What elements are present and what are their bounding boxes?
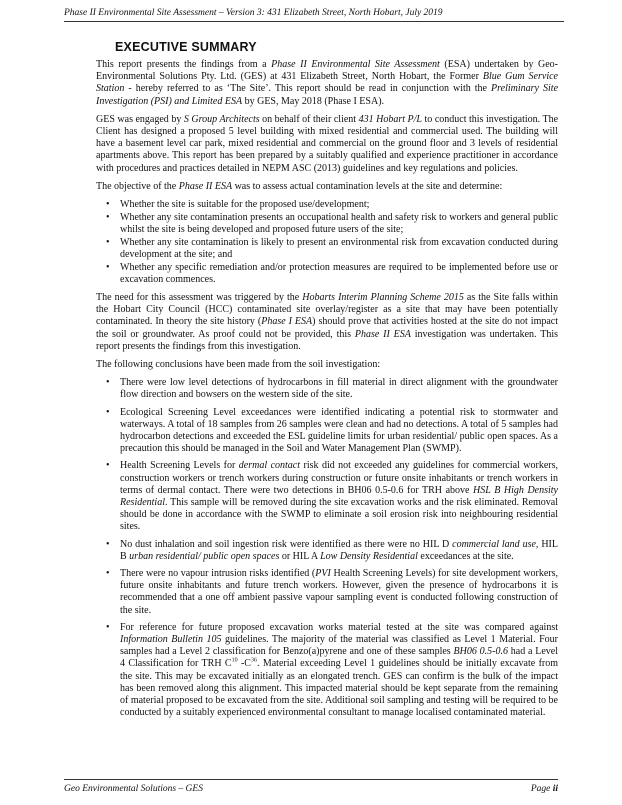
list-item: • Whether any site contamination presents an occupational health and safety risk to workers and general public whilst the site is being developed and proposed future users of the site; <box>96 212 558 236</box>
list-item: • Ecological Screening Level exceedances were identified indicating a potential risk to stormwater and waterways. A total of 18 samples from 26 samples were clean and had no detections. A total of 5 samples had hydrocarbon detections and exceeded the ESL guideline limits for urban residential/ public open spaces. As a precaution this should be managed in the Soil and Water Management Plan (SWMP). <box>96 407 558 456</box>
list-item: • Whether any site contamination is likely to present an environmental risk from excavation conducted during development at the site; and <box>96 237 558 261</box>
conclusions-list <box>96 377 558 719</box>
list-item: • There were no vapour intrusion risks identified (PVI Health Screening Levels) for site development workers, future onsite inhabitants and future trench workers. However, given the presence of hydrocarbons it is recommended that a one off ambient passive vapour sampling event is conducted following construction of the site. <box>96 568 558 617</box>
document-body <box>96 40 558 725</box>
need-paragraph: The need for this assessment was triggered by the Hobarts Interim Planning Scheme 2015 as the Site falls within the Hobart City Council (HCC) contaminated site overlay/register as a site that may have been potentially contaminated. In theory the site history (Phase I ESA) should prove that activities hosted at the site do not impact the soil or groundwater. As proof could not be provided, this Phase II ESA investigation was undertaken. This report presents the findings from this investigation. <box>96 291 559 352</box>
section-title: EXECUTIVE SUMMARY <box>115 40 257 54</box>
list-item: • No dust inhalation and soil ingestion risk were identified as there were no HIL D commercial land use, HIL B urban residential/ public open spaces or HIL A Low Density Residential exceedances at the site. <box>96 539 558 563</box>
objective-paragraph: The objective of the Phase II ESA was to assess actual contamination levels at the site and determine: <box>96 180 503 192</box>
footer-company: Geo Environmental Solutions – GES <box>64 784 203 794</box>
page-footer <box>64 779 558 794</box>
list-item: • For reference for future proposed excavation works material tested at the site was compared against Information Bulletin 105 guidelines. The majority of the material was classified as Level 1 Material. Four samples had a Level 2 classification for Benzo(a)pyrene and one of these samples BH06 0.5-0.6 had a Level 4 Classification for TRH $C^{10}$ $-C^{36}$. Material exceeding Level 1 guidelines should be initially excavate from the site. This may be excavated initially as an elongated trench. GES can confirm is the bulk of the impact has been removed along this alignment. This impacted material should be kept separate from the remaining of material proposed to be excavated from the site. Additional soil sampling and testing will be required to be conducted by a suitably experienced environmental consultant to manage localised contaminated material. <box>96 622 558 720</box>
page-number: Page ii <box>530 784 558 794</box>
objectives-list <box>96 199 558 286</box>
list-item: • Whether the site is suitable for the proposed use/development; <box>96 199 558 211</box>
list-item: • Health Screening Levels for dermal contact risk did not exceeded any guidelines for commercial workers, construction workers or trench workers during construction or future onsite inhabitants or trench workers in terms of dermal contact. There were two detections in BH06 0.5-0.6 for TRH above HSL B High Density Residential. This sample will be removed during the site excavation works and the risk eliminated. Removal should be done in accordance with the SWMP to eliminate a soil erosion risk into neighbouring residential sites. <box>96 460 558 533</box>
list-item: • There were low level detections of hydrocarbons in fill material in direct alignment with the groundwater flow direction and bowsers on the western side of the site. <box>96 377 558 401</box>
intro-paragraph: This report presents the findings from a Phase II Environmental Site Assessment (ESA) undertaken by Geo-Environmental Solutions Pty. Ltd. (GES) at 431 Elizabeth Street, North Hobart, the Former Blue Gum Service Station - hereby referred to as ‘The Site’. This report should be read in conjunction with the Preliminary Site Investigation (PSI) and Limited ESA by GES, May 2018 (Phase I ESA). <box>96 59 559 107</box>
engagement-paragraph: GES was engaged by S Group Architects on behalf of their client 431 Hobart P/L to conduct this investigation. The Client has designed a proposed 5 level building with mixed residential and commercial used. The building will have a basement level car park, mixed residential and commercial on the ground floor and 3 levels of residential apartments above. This report has been prepared by a suitably qualified and experience practitioner in accordance with procedures and practices detailed in NEPM ASC (2013) guidelines and key regulations and policies. <box>96 113 559 174</box>
page-header: Phase II Environmental Site Assessment – Version 3: 431 Elizabeth Street, North Hobart, July 2019 <box>64 8 564 22</box>
conclusions-intro: The following conclusions have been made from the soil investigation: <box>96 358 381 370</box>
list-item: • Whether any specific remediation and/or protection measures are required to be implemented before use or excavation commences. <box>96 262 558 286</box>
